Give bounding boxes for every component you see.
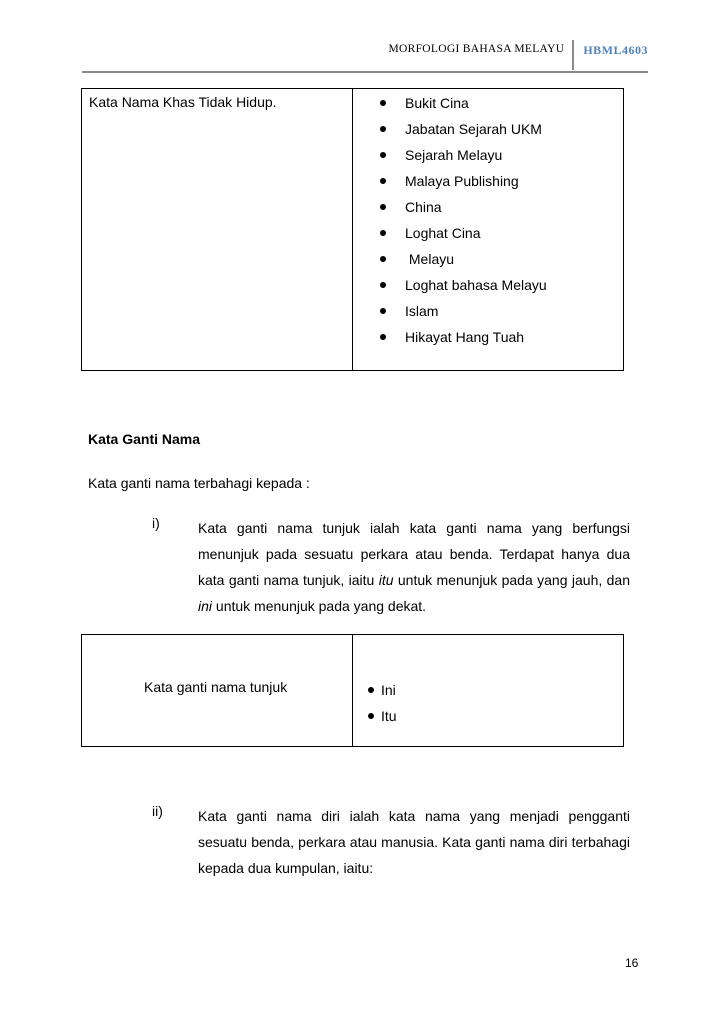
table-column-divider	[352, 89, 353, 370]
bullet-icon	[380, 178, 386, 184]
table-kata-ganti-nama-tunjuk	[81, 634, 624, 747]
table-label: Kata ganti nama tunjuk	[144, 679, 288, 695]
header-title: MORFOLOGI BAHASA MELAYU	[388, 43, 565, 55]
section-intro: Kata ganti nama terbahagi kepada :	[88, 475, 310, 491]
bullet-icon	[380, 334, 386, 340]
numbered-item-1	[88, 515, 630, 619]
list-item: Malaya Publishing	[376, 172, 547, 198]
list-item: Melayu	[376, 250, 547, 276]
table-column-divider	[352, 635, 353, 746]
bullet-icon	[380, 152, 386, 158]
bullet-icon	[380, 256, 386, 262]
section-heading: Kata Ganti Nama	[88, 431, 201, 447]
list-item: Sejarah Melayu	[376, 146, 547, 172]
page-number: 16	[625, 956, 639, 970]
table-kata-nama-khas	[81, 88, 624, 371]
bullet-icon	[380, 126, 386, 132]
item-number: ii)	[152, 803, 163, 819]
bullet-icon	[368, 687, 374, 693]
bullet-icon	[380, 230, 386, 236]
bullet-icon	[380, 100, 386, 106]
list-item: China	[376, 198, 547, 224]
list-item: Islam	[376, 302, 547, 328]
numbered-item-2	[88, 803, 630, 881]
bullet-icon	[380, 282, 386, 288]
list-item: Hikayat Hang Tuah	[376, 328, 547, 354]
list-item: Loghat bahasa Melayu	[376, 276, 547, 302]
bullet-list	[367, 681, 397, 733]
list-item: Ini	[367, 681, 397, 707]
list-item: Loghat Cina	[376, 224, 547, 250]
header-course-code: HBML4603	[583, 43, 648, 57]
item-text: Kata ganti nama diri ialah kata nama yang menjadi pengganti sesuatu benda, perkara atau manusia. Kata ganti nama diri terbahagi kepada dua kumpulan, iaitu:	[198, 808, 630, 876]
header-rule	[82, 71, 648, 73]
list-item: Jabatan Sejarah UKM	[376, 120, 547, 146]
item-text: Kata ganti nama tunjuk ialah kata ganti nama yang berfungsi menunjuk pada sesuatu perkara atau benda. Terdapat hanya dua kata ganti nama tunjuk, iaitu itu untuk menunjuk pada yang jauh, dan ini untuk menunjuk pada yang dekat.	[198, 520, 630, 614]
list-item: Itu	[367, 707, 397, 733]
bullet-icon	[368, 713, 374, 719]
bullet-icon	[380, 308, 386, 314]
bullet-icon	[380, 204, 386, 210]
item-number: i)	[152, 515, 160, 531]
list-item: Bukit Cina	[376, 94, 547, 120]
running-header	[389, 40, 648, 70]
bullet-list	[376, 94, 547, 354]
table-label: Kata Nama Khas Tidak Hidup.	[89, 94, 277, 110]
